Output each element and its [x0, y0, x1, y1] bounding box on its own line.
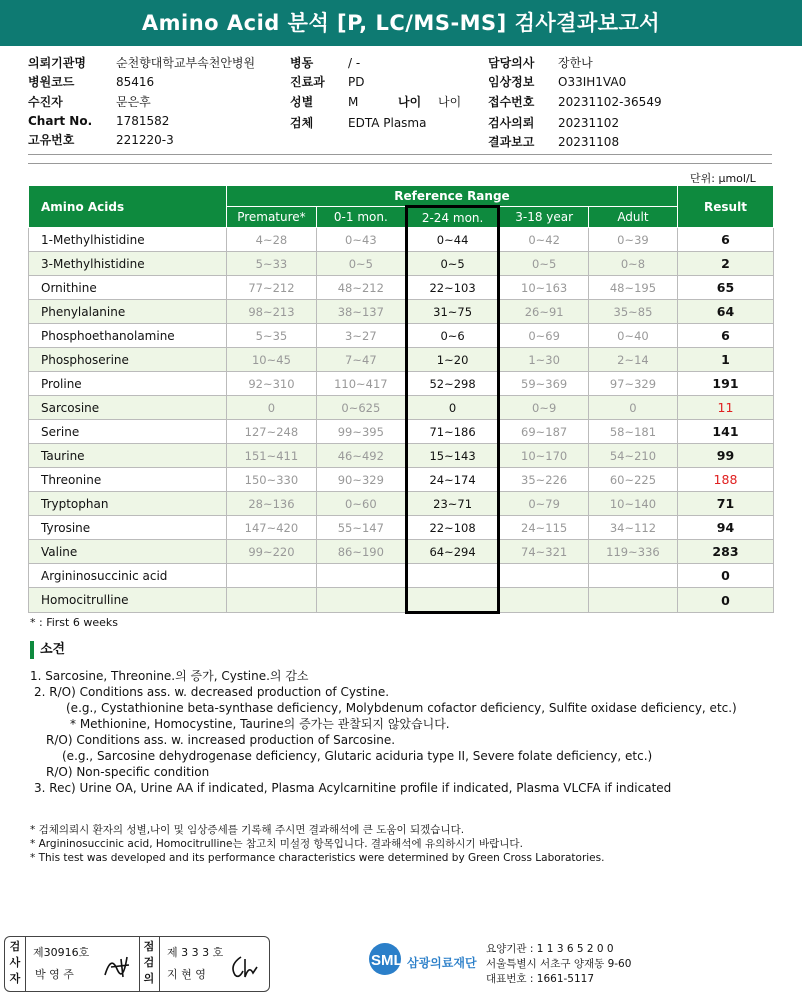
ref-range-cell: 150~330: [227, 468, 317, 492]
ref-range-cell: 0: [588, 396, 677, 420]
ref-range-cell: 7~47: [316, 348, 406, 372]
ref-range-cell: 0~5: [499, 252, 589, 276]
tester-license: 제30916호: [33, 946, 90, 959]
ref-range-cell: 1~20: [406, 348, 499, 372]
ref-range-cell: 119~336: [588, 540, 677, 564]
table-row: [29, 420, 774, 444]
result-value: 64: [677, 300, 773, 324]
ref-range-cell: 22~108: [406, 516, 499, 540]
amino-acid-name: Tryptophan: [29, 492, 227, 516]
ref-range-cell: 24~115: [499, 516, 589, 540]
info-value: PD: [348, 75, 365, 90]
report-title: Amino Acid 분석 [P, LC/MS-MS] 검사결과보고서: [0, 0, 802, 46]
amino-acid-name: Threonine: [29, 468, 227, 492]
ref-col-header: 0-1 mon.: [316, 207, 406, 228]
ref-range-cell: 0~5: [406, 252, 499, 276]
org-phone: 대표번호 : 1661-5117: [486, 973, 595, 985]
ref-range-cell: 74~321: [499, 540, 589, 564]
result-value: 11: [677, 396, 773, 420]
ref-range-cell: 90~329: [316, 468, 406, 492]
ref-range-cell: 52~298: [406, 372, 499, 396]
ref-range-cell: 0~625: [316, 396, 406, 420]
table-row: [29, 348, 774, 372]
info-label: 임상정보: [488, 75, 535, 90]
ref-range-cell: 15~143: [406, 444, 499, 468]
ref-range-cell: 64~294: [406, 540, 499, 564]
ref-range-cell: 38~137: [316, 300, 406, 324]
info-label: 수진자: [28, 94, 63, 109]
ref-range-cell: 86~190: [316, 540, 406, 564]
ref-range-cell: [406, 564, 499, 588]
ref-range-cell: 147~420: [227, 516, 317, 540]
ref-col-header: Adult: [588, 207, 677, 228]
ref-range-cell: 22~103: [406, 276, 499, 300]
ref-range-cell: 0~44: [406, 228, 499, 252]
findings-line: 3. Rec) Urine OA, Urine AA if indicated, Plasma Acylcarnitine profile if indicated, Plasma VLCFA if indicated: [34, 781, 672, 795]
note-line: * This test was developed and its performance characteristics were determined by Green Cross Laboratories.: [30, 852, 605, 864]
findings-text: [30, 668, 770, 796]
ref-range-cell: 60~225: [588, 468, 677, 492]
info-value: 장한나: [558, 56, 593, 70]
ref-range-cell: 55~147: [316, 516, 406, 540]
ref-range-cell: 10~163: [499, 276, 589, 300]
result-value: 65: [677, 276, 773, 300]
amino-acid-name: Argininosuccinic acid: [29, 564, 227, 588]
tester-name: 박 영 주: [35, 968, 74, 981]
ref-range-cell: [499, 564, 589, 588]
ref-range-cell: 99~395: [316, 420, 406, 444]
org-info: [486, 942, 631, 987]
ref-range-cell: 97~329: [588, 372, 677, 396]
amino-acid-table: [28, 185, 774, 614]
ref-range-cell: 31~75: [406, 300, 499, 324]
table-row: [29, 252, 774, 276]
ref-range-cell: 127~248: [227, 420, 317, 444]
amino-acid-name: Valine: [29, 540, 227, 564]
ref-range-cell: 0: [227, 396, 317, 420]
ref-range-cell: 151~411: [227, 444, 317, 468]
ref-range-cell: 92~310: [227, 372, 317, 396]
ref-range-cell: 58~181: [588, 420, 677, 444]
ref-range-cell: 0~8: [588, 252, 677, 276]
ref-range-cell: [227, 588, 317, 613]
col-result: Result: [677, 186, 773, 228]
info-label: 고유번호: [28, 133, 75, 148]
org-code: 요양기관 : 1 1 3 6 5 2 0 0: [486, 943, 614, 955]
ref-range-cell: [227, 564, 317, 588]
ref-range-cell: 0~39: [588, 228, 677, 252]
note-line: * 검체의뢰시 환자의 성별,나이 및 임상증세를 기록해 주시면 결과해석에 큰 도움이 되겠습니다.: [30, 824, 465, 836]
org-address: 서울특별시 서초구 양재동 9-60: [486, 958, 632, 970]
ref-range-cell: [588, 564, 677, 588]
amino-acid-name: Taurine: [29, 444, 227, 468]
table-row: [29, 324, 774, 348]
result-value: 0: [677, 564, 773, 588]
amino-acid-name: Homocitrulline: [29, 588, 227, 613]
ref-range-cell: 5~33: [227, 252, 317, 276]
table-row: [29, 372, 774, 396]
result-value: 6: [677, 228, 773, 252]
findings-line: (e.g., Sarcosine dehydrogenase deficiency, Glutaric aciduria type II, Severe folate deficiency, etc.): [62, 749, 653, 763]
table-row: [29, 444, 774, 468]
ref-col-header: 2-24 mon.: [406, 207, 499, 228]
ref-range-cell: 0~43: [316, 228, 406, 252]
ref-range-cell: 59~369: [499, 372, 589, 396]
info-value: / -: [348, 56, 361, 70]
ref-range-cell: 46~492: [316, 444, 406, 468]
ref-col-header: Premature*: [227, 207, 317, 228]
findings-line: R/O) Conditions ass. w. increased production of Sarcosine.: [46, 733, 396, 747]
info-label: 접수번호: [488, 94, 535, 109]
tester-signature: [101, 951, 133, 981]
ref-range-cell: 77~212: [227, 276, 317, 300]
ref-range-cell: 0: [406, 396, 499, 420]
result-value: 141: [677, 420, 773, 444]
info-value: 221220-3: [116, 133, 174, 148]
divider: [28, 154, 772, 155]
ref-range-cell: 99~220: [227, 540, 317, 564]
ref-range-cell: 4~28: [227, 228, 317, 252]
ref-range-cell: 0~79: [499, 492, 589, 516]
result-value: 71: [677, 492, 773, 516]
info-label: 성별: [290, 94, 314, 109]
ref-range-cell: 2~14: [588, 348, 677, 372]
ref-range-cell: 0~9: [499, 396, 589, 420]
info-label: 결과보고: [488, 135, 535, 149]
ref-range-cell: 26~91: [499, 300, 589, 324]
ref-range-cell: 24~174: [406, 468, 499, 492]
result-value: 6: [677, 324, 773, 348]
info-value: O33IH1VA0: [558, 75, 627, 90]
ref-range-cell: [406, 588, 499, 613]
ref-range-cell: [316, 588, 406, 613]
footnote: * : First 6 weeks: [30, 616, 118, 629]
amino-acid-name: Phenylalanine: [29, 300, 227, 324]
table-row: [29, 516, 774, 540]
result-value: 99: [677, 444, 773, 468]
org-name: 삼광의료재단: [407, 956, 477, 970]
sml-logo: [365, 941, 483, 985]
result-value: 2: [677, 252, 773, 276]
table-row: [29, 300, 774, 324]
ref-range-cell: 0~40: [588, 324, 677, 348]
table-row: [29, 492, 774, 516]
info-value: 20231102-36549: [558, 94, 662, 109]
info-value: EDTA Plasma: [348, 116, 427, 130]
ref-range-cell: 71~186: [406, 420, 499, 444]
notes: [30, 823, 604, 865]
checker-license: 제 3 3 3 호: [167, 946, 224, 959]
info-value: 20231108: [558, 135, 620, 149]
amino-acid-name: Phosphoserine: [29, 348, 227, 372]
table-row: [29, 468, 774, 492]
findings-line: 1. Sarcosine, Threonine.의 증가, Cystine.의 감소: [30, 669, 309, 683]
logo-text: SML: [371, 952, 403, 969]
info-label: 병원코드: [28, 75, 75, 90]
ref-range-cell: 0~5: [316, 252, 406, 276]
findings-line: * Methionine, Homocystine, Taurine의 증가는 관찰되지 않았습니다.: [70, 717, 450, 731]
col-reference-range: Reference Range: [227, 186, 678, 207]
info-value: 20231102: [558, 116, 620, 130]
info-value: 85416: [116, 75, 155, 90]
ref-range-cell: 28~136: [227, 492, 317, 516]
info-label: Chart No.: [28, 113, 93, 128]
divider: [28, 163, 772, 164]
findings-line: R/O) Non-specific condition: [46, 765, 210, 779]
info-label: 검체: [290, 116, 314, 130]
table-row: [29, 276, 774, 300]
findings-title: 소견: [30, 641, 65, 659]
amino-acid-name: 3-Methylhistidine: [29, 252, 227, 276]
ref-range-cell: 1~30: [499, 348, 589, 372]
ref-range-cell: 69~187: [499, 420, 589, 444]
ref-range-cell: 98~213: [227, 300, 317, 324]
note-line: * Argininosuccinic acid, Homocitrulline는 참고치 미설정 항목입니다. 결과해석에 유의하시기 바랍니다.: [30, 838, 523, 850]
checker-signature: [227, 951, 261, 981]
info-label: 진료과: [290, 75, 325, 90]
findings-line: 2. R/O) Conditions ass. w. decreased production of Cystine.: [34, 685, 390, 699]
amino-acid-name: Proline: [29, 372, 227, 396]
ref-range-cell: 23~71: [406, 492, 499, 516]
amino-acid-name: Ornithine: [29, 276, 227, 300]
tester-label: 검 사 자: [9, 940, 21, 985]
ref-col-header: 3-18 year: [499, 207, 589, 228]
findings-line: (e.g., Cystathionine beta-synthase deficiency, Molybdenum cofactor deficiency, Sulfite oxidase deficiency, etc.): [66, 701, 737, 715]
ref-range-cell: 110~417: [316, 372, 406, 396]
info-value: 문은후: [116, 94, 151, 109]
ref-range-cell: 34~112: [588, 516, 677, 540]
ref-range-cell: 10~45: [227, 348, 317, 372]
info-label: 검사의뢰: [488, 116, 535, 130]
info-value: 순천향대학교부속천안병원: [116, 56, 256, 70]
ref-range-cell: 5~35: [227, 324, 317, 348]
ref-range-cell: 0~60: [316, 492, 406, 516]
info-label: 병동: [290, 56, 314, 70]
amino-acid-name: Tyrosine: [29, 516, 227, 540]
amino-acid-name: Serine: [29, 420, 227, 444]
checker-name: 지 현 영: [167, 968, 206, 981]
age-value: 나이: [438, 94, 462, 109]
checker-label: 점 검 의: [143, 940, 155, 985]
info-value: M: [348, 94, 359, 109]
ref-range-cell: 35~226: [499, 468, 589, 492]
result-value: 283: [677, 540, 773, 564]
result-value: 188: [677, 468, 773, 492]
col-amino-acids: Amino Acids: [29, 186, 227, 228]
info-label: 담당의사: [488, 56, 535, 70]
ref-range-cell: 54~210: [588, 444, 677, 468]
amino-acid-name: Phosphoethanolamine: [29, 324, 227, 348]
info-label: 의뢰기관명: [28, 56, 86, 70]
ref-range-cell: 35~85: [588, 300, 677, 324]
table-row: [29, 396, 774, 420]
info-value: 1781582: [116, 113, 170, 128]
result-value: 1: [677, 348, 773, 372]
result-value: 191: [677, 372, 773, 396]
result-value: 94: [677, 516, 773, 540]
ref-range-cell: [316, 564, 406, 588]
table-row: [29, 564, 774, 588]
age-label: 나이: [398, 94, 422, 109]
table-row: [29, 540, 774, 564]
result-value: 0: [677, 588, 773, 613]
ref-range-cell: 0~42: [499, 228, 589, 252]
ref-range-cell: 3~27: [316, 324, 406, 348]
ref-range-cell: 48~195: [588, 276, 677, 300]
table-row: [29, 588, 774, 613]
ref-range-cell: [588, 588, 677, 613]
ref-range-cell: 0~69: [499, 324, 589, 348]
amino-acid-name: 1-Methylhistidine: [29, 228, 227, 252]
ref-range-cell: 10~140: [588, 492, 677, 516]
unit-label: 단위: μmol/L: [690, 172, 756, 185]
ref-range-cell: [499, 588, 589, 613]
table-row: [29, 228, 774, 252]
ref-range-cell: 10~170: [499, 444, 589, 468]
ref-range-cell: 48~212: [316, 276, 406, 300]
amino-acid-name: Sarcosine: [29, 396, 227, 420]
ref-range-cell: 0~6: [406, 324, 499, 348]
signature-box: [4, 936, 270, 992]
